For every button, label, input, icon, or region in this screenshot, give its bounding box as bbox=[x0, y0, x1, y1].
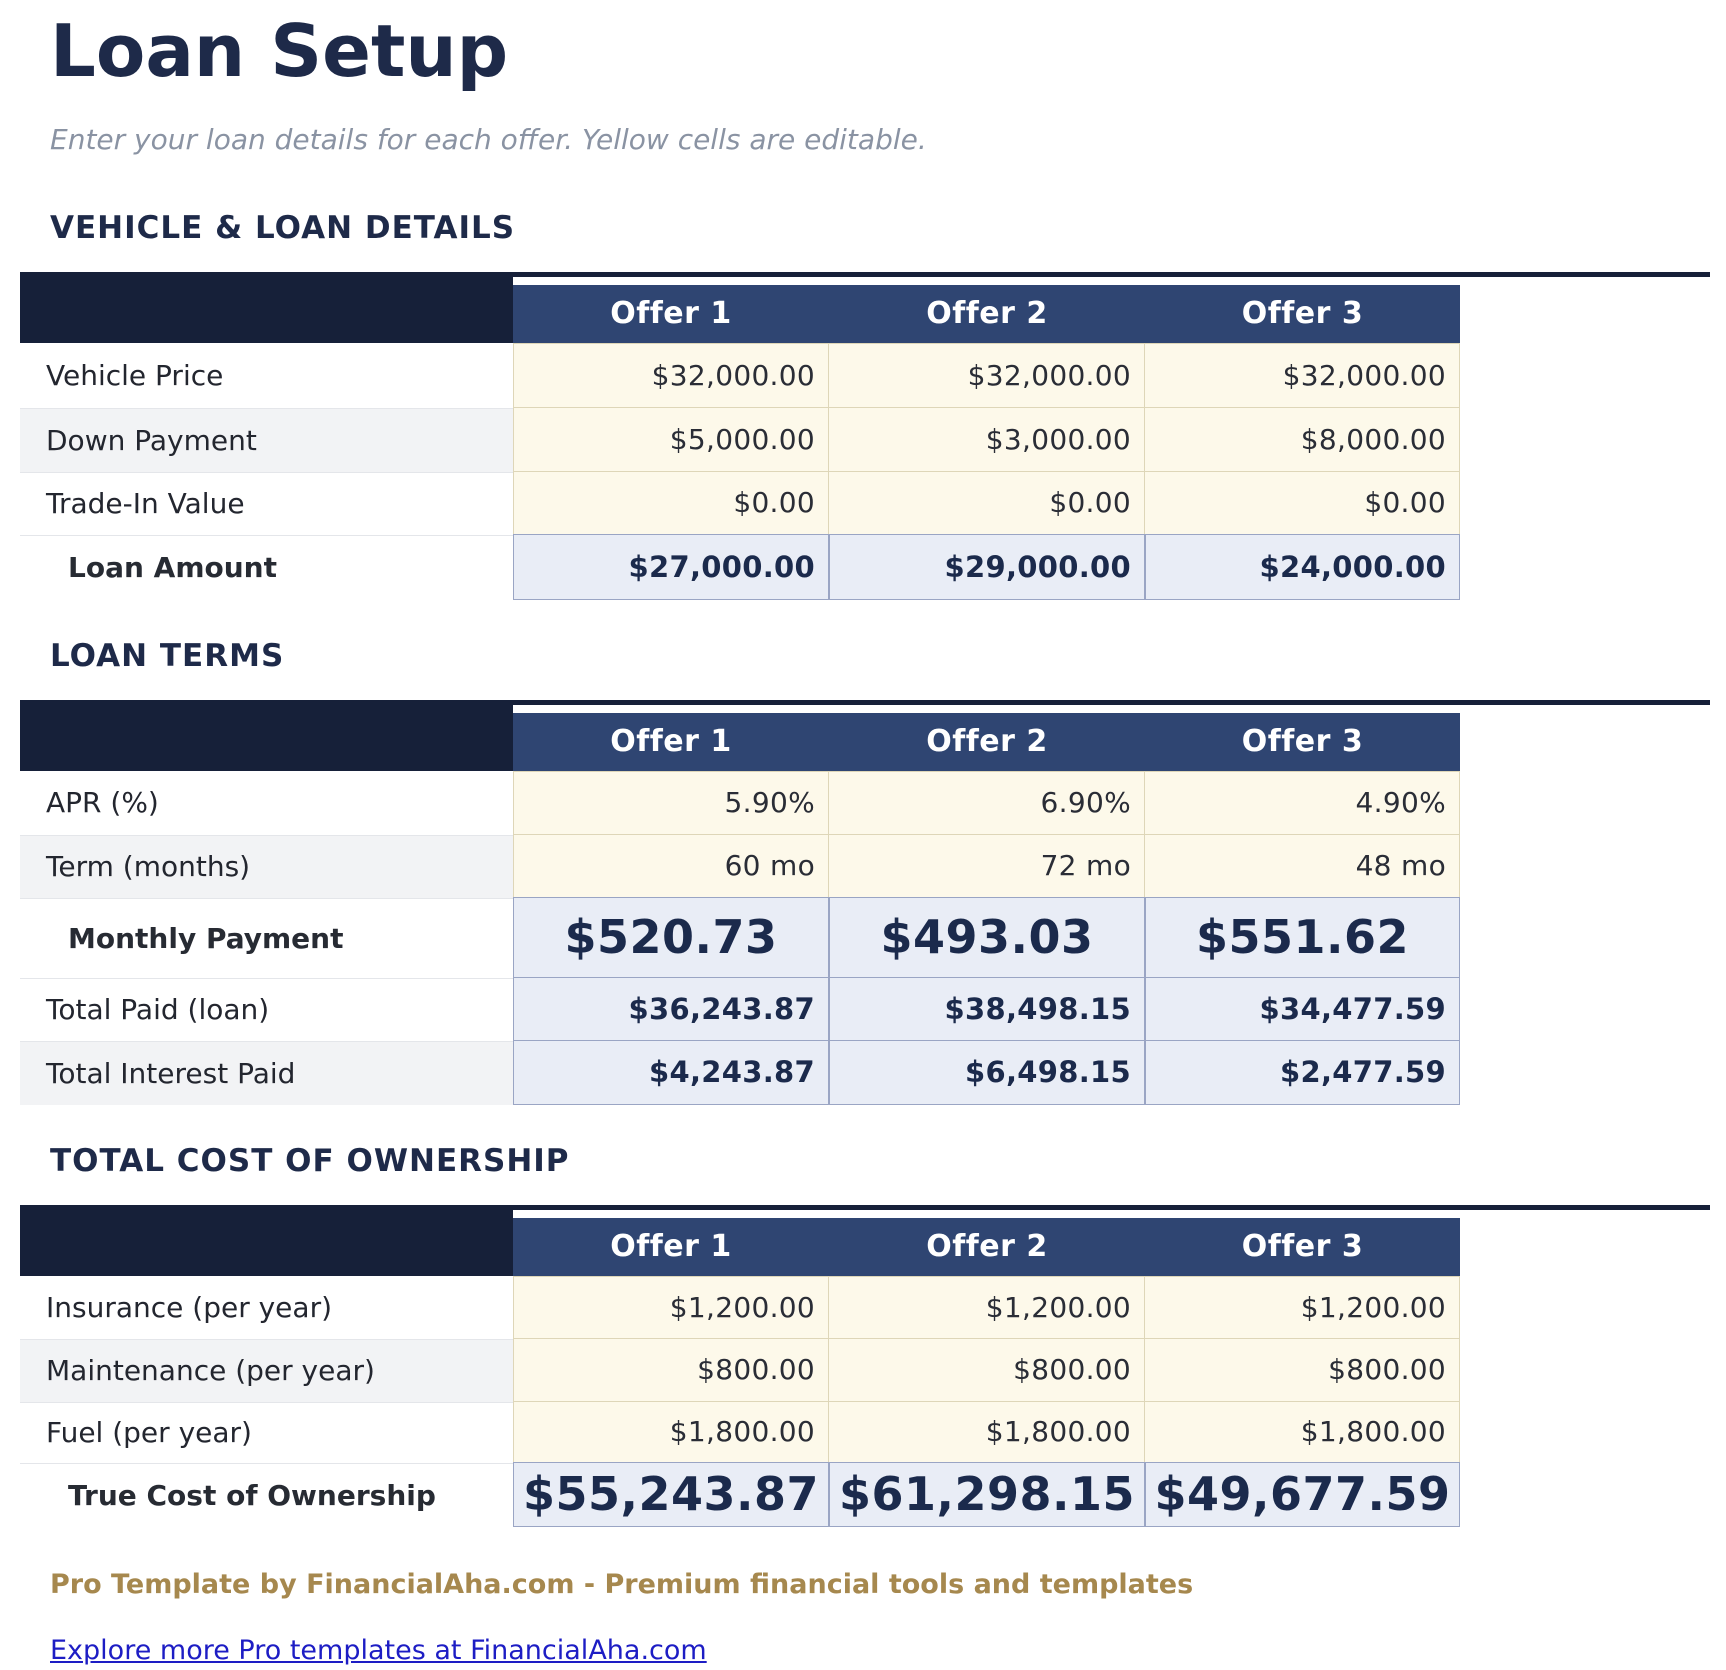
total-cost-table bbox=[20, 1205, 1726, 1527]
editable-cell[interactable]: 72 mo bbox=[829, 835, 1145, 898]
section-heading-total-cost: TOTAL COST OF OWNERSHIP bbox=[50, 1142, 570, 1179]
result-cell: $551.62 bbox=[1145, 897, 1460, 978]
column-header-offer-1: Offer 1 bbox=[513, 285, 829, 343]
table-header-row bbox=[20, 713, 1461, 771]
table-row-vehicle-price bbox=[20, 343, 1461, 408]
result-cell: $36,243.87 bbox=[513, 977, 829, 1041]
row-label: Insurance (per year) bbox=[20, 1276, 513, 1339]
table-row-true-cost bbox=[20, 1463, 1461, 1527]
result-cell: $29,000.00 bbox=[829, 534, 1145, 600]
row-label: Total Interest Paid bbox=[20, 1041, 513, 1105]
result-cell: $61,298.15 bbox=[829, 1462, 1145, 1527]
result-cell: $34,477.59 bbox=[1145, 977, 1460, 1041]
table-row-insurance bbox=[20, 1276, 1461, 1339]
table-row-down-payment bbox=[20, 408, 1461, 472]
result-cell: $49,677.59 bbox=[1145, 1462, 1460, 1527]
row-label: Loan Amount bbox=[20, 535, 513, 600]
result-cell: $4,243.87 bbox=[513, 1040, 829, 1105]
row-label: Fuel (per year) bbox=[20, 1402, 513, 1463]
editable-cell[interactable]: 6.90% bbox=[829, 771, 1145, 835]
editable-cell[interactable]: $800.00 bbox=[513, 1339, 829, 1402]
editable-cell[interactable]: 48 mo bbox=[1145, 835, 1460, 898]
editable-cell[interactable]: $1,200.00 bbox=[829, 1276, 1145, 1339]
editable-cell[interactable]: $0.00 bbox=[1145, 472, 1460, 535]
row-label: True Cost of Ownership bbox=[20, 1463, 513, 1527]
row-label: APR (%) bbox=[20, 771, 513, 835]
column-header-offer-3: Offer 3 bbox=[1145, 285, 1460, 343]
table-row-trade-in-value bbox=[20, 472, 1461, 535]
footer-note: Pro Template by FinancialAha.com - Premium financial tools and templates bbox=[50, 1568, 1194, 1600]
editable-cell[interactable]: $32,000.00 bbox=[1145, 343, 1460, 408]
editable-cell[interactable]: $32,000.00 bbox=[829, 343, 1145, 408]
row-label: Down Payment bbox=[20, 408, 513, 472]
corner-cell bbox=[20, 713, 513, 771]
editable-cell[interactable]: $800.00 bbox=[1145, 1339, 1460, 1402]
row-label: Maintenance (per year) bbox=[20, 1339, 513, 1402]
column-header-offer-2: Offer 2 bbox=[829, 285, 1145, 343]
table-row-term-months bbox=[20, 835, 1461, 898]
editable-cell[interactable]: $800.00 bbox=[829, 1339, 1145, 1402]
column-header-offer-1: Offer 1 bbox=[513, 713, 829, 771]
result-cell: $2,477.59 bbox=[1145, 1040, 1460, 1105]
editable-cell[interactable]: $8,000.00 bbox=[1145, 408, 1460, 472]
table-header-row bbox=[20, 285, 1461, 343]
editable-cell[interactable]: $1,800.00 bbox=[829, 1402, 1145, 1463]
row-label: Trade-In Value bbox=[20, 472, 513, 535]
result-cell: $520.73 bbox=[513, 897, 829, 978]
column-header-offer-3: Offer 3 bbox=[1145, 713, 1460, 771]
result-cell: $38,498.15 bbox=[829, 977, 1145, 1041]
page-title: Loan Setup bbox=[50, 9, 509, 93]
table-row-loan-amount bbox=[20, 535, 1461, 600]
column-header-offer-3: Offer 3 bbox=[1145, 1218, 1460, 1276]
table-header-row bbox=[20, 1218, 1461, 1276]
row-label: Term (months) bbox=[20, 835, 513, 898]
editable-cell[interactable]: $1,800.00 bbox=[513, 1402, 829, 1463]
result-cell: $27,000.00 bbox=[513, 534, 829, 600]
corner-cell bbox=[20, 1218, 513, 1276]
result-cell: $493.03 bbox=[829, 897, 1145, 978]
footer-link[interactable]: Explore more Pro templates at FinancialAha.com bbox=[50, 1634, 707, 1666]
editable-cell[interactable]: $5,000.00 bbox=[513, 408, 829, 472]
result-cell: $55,243.87 bbox=[513, 1462, 829, 1527]
editable-cell[interactable]: $1,200.00 bbox=[1145, 1276, 1460, 1339]
editable-cell[interactable]: $3,000.00 bbox=[829, 408, 1145, 472]
editable-cell[interactable]: $1,200.00 bbox=[513, 1276, 829, 1339]
row-label: Total Paid (loan) bbox=[20, 978, 513, 1041]
editable-cell[interactable]: 5.90% bbox=[513, 771, 829, 835]
editable-cell[interactable]: $0.00 bbox=[513, 472, 829, 535]
row-label: Monthly Payment bbox=[20, 898, 513, 978]
section-heading-loan-terms: LOAN TERMS bbox=[50, 637, 285, 674]
corner-cell bbox=[20, 285, 513, 343]
page-subtitle: Enter your loan details for each offer. Yellow cells are editable. bbox=[50, 122, 927, 156]
table-row-apr bbox=[20, 771, 1461, 835]
editable-cell[interactable]: 4.90% bbox=[1145, 771, 1460, 835]
editable-cell[interactable]: $1,800.00 bbox=[1145, 1402, 1460, 1463]
column-header-offer-2: Offer 2 bbox=[829, 713, 1145, 771]
editable-cell[interactable]: $32,000.00 bbox=[513, 343, 829, 408]
vehicle-loan-details-table bbox=[20, 272, 1726, 600]
column-header-offer-2: Offer 2 bbox=[829, 1218, 1145, 1276]
section-heading-vehicle-loan-details: VEHICLE & LOAN DETAILS bbox=[50, 209, 516, 246]
result-cell: $24,000.00 bbox=[1145, 534, 1460, 600]
result-cell: $6,498.15 bbox=[829, 1040, 1145, 1105]
editable-cell[interactable]: $0.00 bbox=[829, 472, 1145, 535]
table-row-fuel bbox=[20, 1402, 1461, 1463]
table-row-maintenance bbox=[20, 1339, 1461, 1402]
column-header-offer-1: Offer 1 bbox=[513, 1218, 829, 1276]
table-row-total-paid bbox=[20, 978, 1461, 1041]
table-row-total-interest-paid bbox=[20, 1041, 1461, 1105]
editable-cell[interactable]: 60 mo bbox=[513, 835, 829, 898]
row-label: Vehicle Price bbox=[20, 343, 513, 408]
loan-terms-table bbox=[20, 700, 1726, 1105]
table-row-monthly-payment bbox=[20, 898, 1461, 978]
